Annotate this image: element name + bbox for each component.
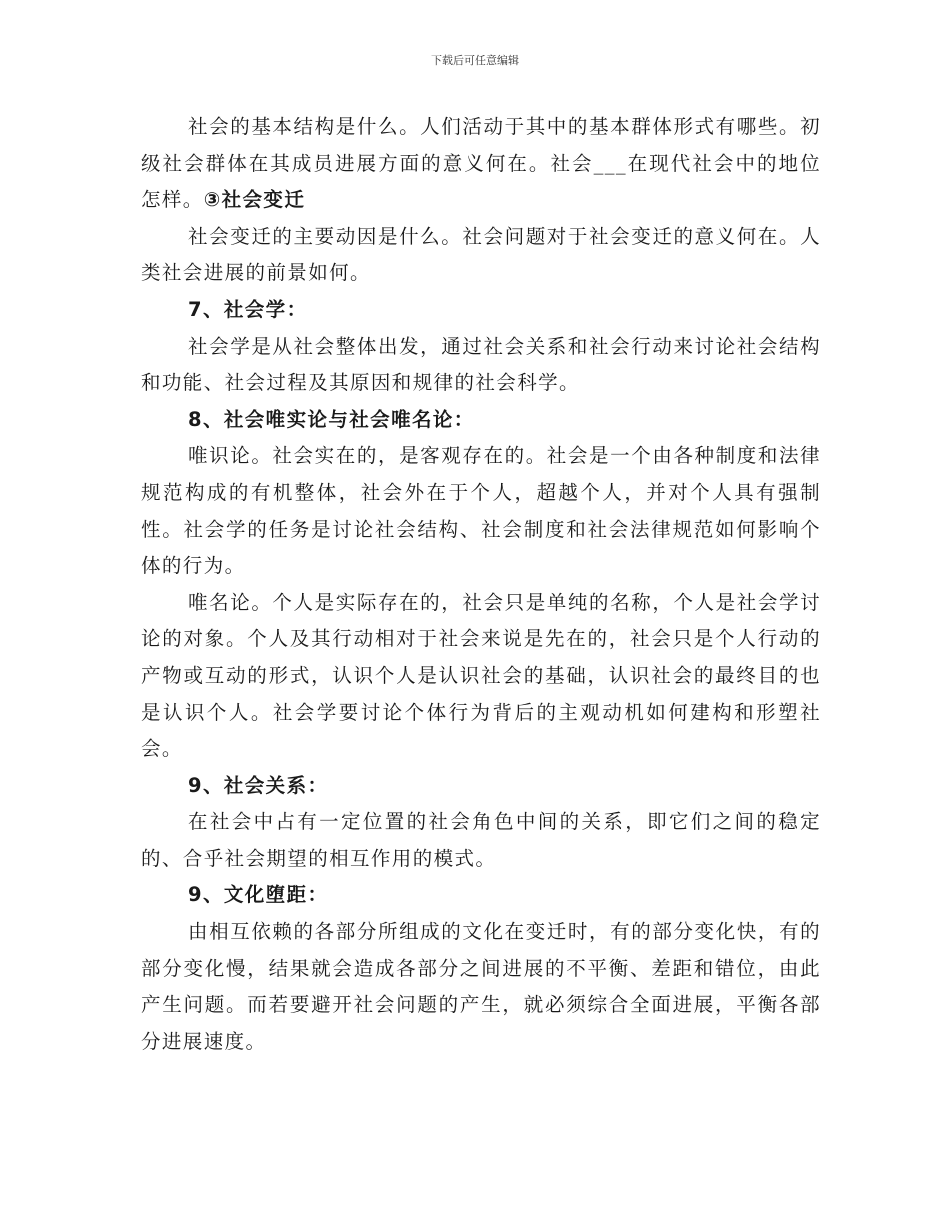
paragraph-text: 社会的基本结构是什么。人们活动于其中的基本群体形式有哪些。初级社会群体在其成员进展方面的意义何在。社会___在现代社会中的地位怎样。 (141, 115, 821, 212)
heading-realism-nominalism: 8、社会唯实论与社会唯名论： (188, 407, 475, 431)
paragraph-cultural-lag: 由相互依赖的各部分所组成的文化在变迁时，有的部分变化快，有的部分变化慢，结果就会造成各部分之间进展的不平衡、差距和错位，由此产生问题。而若要避开社会问题的产生，就必须综合全面进展，平衡各部分进展速度。 (141, 920, 821, 1053)
document-body (141, 109, 821, 1060)
heading-social-relations: 9、社会关系： (188, 773, 329, 797)
heading-cultural-lag: 9、文化堕距： (188, 883, 329, 907)
paragraph-social-relations: 在社会中占有一定位置的社会角色中间的关系，即它们之间的稳定的、合乎社会期望的相互作用的模式。 (141, 810, 821, 870)
paragraph-social-structure (141, 109, 821, 219)
paragraph-sociology: 社会学是从社会整体出发，通过社会关系和社会行动来讨论社会结构和功能、社会过程及其原因和规律的社会科学。 (141, 334, 821, 395)
heading-sociology: 7、社会学： (188, 297, 308, 321)
page-header-note: 下载后可任意编辑 (431, 54, 519, 67)
paragraph-realism: 唯识论。社会实在的，是客观存在的。社会是一个由各种制度和法律规范构成的有机整体，社会外在于个人，超越个人，并对个人具有强制性。社会学的任务是讨论社会结构、社会制度和社会法律规范如何影响个体的行为。 (141, 444, 821, 578)
paragraph-nominalism: 唯名论。个人是实际存在的，社会只是单纯的名称，个人是社会学讨论的对象。个人及其行动相对于社会来说是先在的，社会只是个人行动的产物或互动的形式，认识个人是认识社会的基础，认识社会的最终目的也是认识个人。社会学要讨论个体行为背后的主观动机如何建构和形塑社会。 (141, 590, 821, 761)
paragraph-social-change: 社会变迁的主要动因是什么。社会问题对于社会变迁的意义何在。人类社会进展的前景如何。 (141, 224, 821, 285)
inline-heading-social-change: ③社会变迁 (203, 188, 306, 212)
